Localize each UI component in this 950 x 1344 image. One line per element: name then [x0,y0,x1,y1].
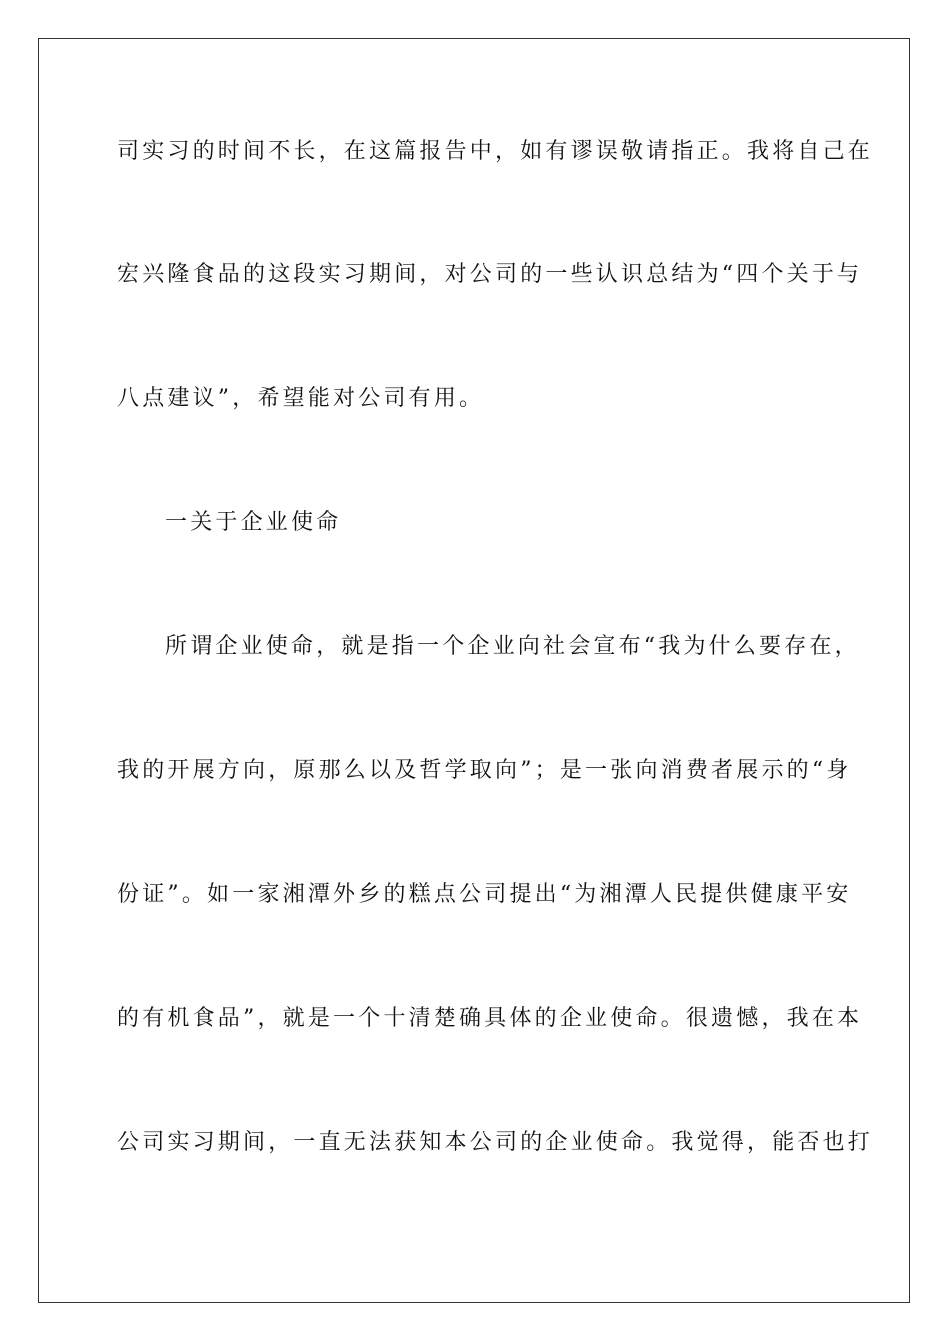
body-text-line: 宏兴隆食品的这段实习期间，对公司的一些认识总结为“四个关于与 [117,262,863,287]
paragraph-first-line: 所谓企业使命，就是指一个企业向社会宣布“我为什么要存在， [165,634,860,659]
body-text-line: 公司实习期间，一直无法获知本公司的企业使命。我觉得，能否也打 [117,1130,874,1155]
section-heading: 一关于企业使命 [165,510,342,535]
body-text-line: 份证”。如一家湘潭外乡的糕点公司提出“为湘潭人民提供健康平安 [117,882,852,907]
body-text-line: 我的开展方向，原那么以及哲学取向”；是一张向消费者展示的“身 [117,758,852,783]
page-border [38,38,910,1303]
body-text-line: 的有机食品”，就是一个十清楚确具体的企业使命。很遗憾，我在本 [117,1006,863,1031]
body-text-line: 八点建议”，希望能对公司有用。 [117,386,485,411]
body-text-line: 司实习的时间不长，在这篇报告中，如有谬误敬请指正。我将自己在 [117,139,874,164]
